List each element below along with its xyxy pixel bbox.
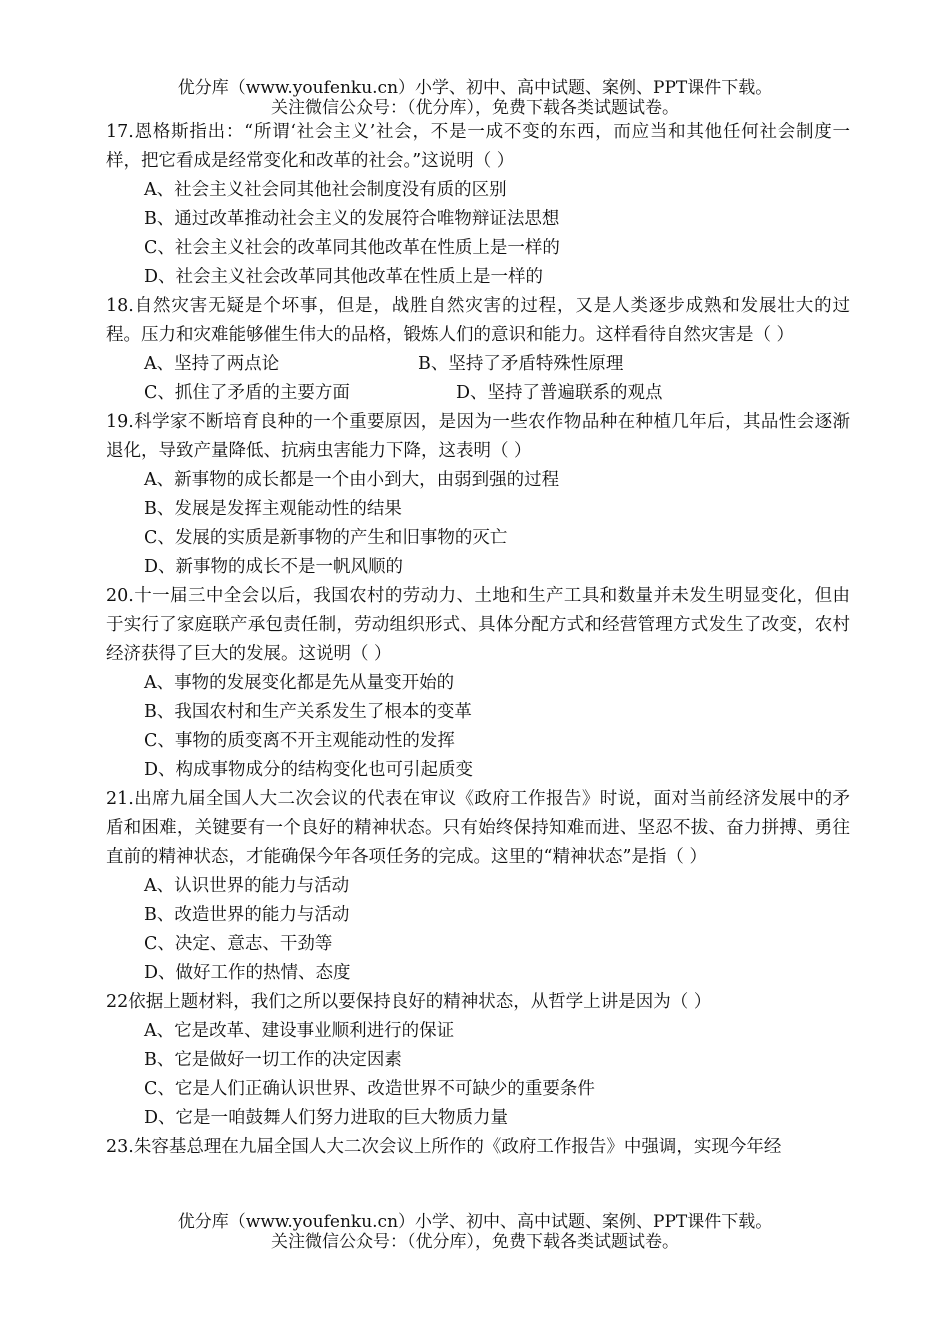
header-line-2: 关注微信公众号：（优分库），免费下载各类试题试卷。 — [271, 98, 679, 118]
option-d: D、新事物的成长不是一帆风顺的 — [144, 557, 404, 577]
option-c: C、发展的实质是新事物的产生和旧事物的灭亡 — [144, 528, 508, 548]
option-a: A、认识世界的能力与活动 — [144, 876, 350, 896]
footer-line-2: 关注微信公众号：（优分库），免费下载各类试题试卷。 — [271, 1232, 679, 1252]
question-stem: 23.朱容基总理在九届全国人大二次会议上所作的《政府工作报告》中强调，实现今年经 — [106, 1137, 782, 1157]
option-a: A、事物的发展变化都是先从量变开始的 — [144, 673, 455, 693]
page-footer — [0, 1212, 950, 1252]
question-17 — [106, 118, 850, 292]
option-b: B、我国农村和生产关系发生了根本的变革 — [144, 702, 472, 722]
question-19 — [106, 408, 850, 582]
option-c: C、事物的质变离不开主观能动性的发挥 — [144, 731, 455, 751]
question-20 — [106, 582, 850, 785]
option-row-ab — [144, 350, 850, 379]
option-d: D、做好工作的热情、态度 — [144, 963, 351, 983]
question-18 — [106, 292, 850, 408]
option-d: D、构成事物成分的结构变化也可引起质变 — [144, 760, 474, 780]
option-a: A、坚持了两点论 — [144, 354, 280, 374]
question-21 — [106, 785, 850, 988]
question-stem: 21.出席九届全国人大二次会议的代表在审议《政府工作报告》时说，面对当前经济发展中的矛盾和困难，关键要有一个良好的精神状态。只有始终保持知难而进、坚忍不拔、奋力拼搏、勇往直前的精神状态，才能确保今年各项任务的完成。这里的“精神状态”是指（ ） — [106, 789, 850, 867]
option-c: C、决定、意志、干劲等 — [144, 934, 333, 954]
option-a: A、新事物的成长都是一个由小到大，由弱到强的过程 — [144, 470, 560, 490]
option-c: C、它是人们正确认识世界、改造世界不可缺少的重要条件 — [144, 1079, 595, 1099]
option-d: D、它是一咱鼓舞人们努力进取的巨大物质力量 — [144, 1108, 509, 1128]
option-b: B、坚持了矛盾特殊性原理 — [418, 354, 624, 374]
option-c: C、社会主义社会的改革同其他改革在性质上是一样的 — [144, 238, 560, 258]
option-row-cd — [144, 379, 850, 408]
option-c: C、抓住了矛盾的主要方面 — [144, 383, 350, 403]
option-b: B、通过改革推动社会主义的发展符合唯物辩证法思想 — [144, 209, 560, 229]
page-header — [0, 78, 950, 118]
question-stem: 19.科学家不断培育良种的一个重要原因，是因为一些农作物品种在种植几年后，其品性会逐渐退化，导致产量降低、抗病虫害能力下降，这表明（ ） — [106, 412, 850, 461]
question-22 — [106, 988, 850, 1133]
option-a: A、社会主义社会同其他社会制度没有质的区别 — [144, 180, 507, 200]
footer-line-1: 优分库（www.youfenku.cn）小学、初中、高中试题、案例、PPT课件下载。 — [177, 1212, 773, 1232]
option-d: D、坚持了普遍联系的观点 — [456, 383, 663, 403]
question-list — [106, 118, 850, 1162]
option-a: A、它是改革、建设事业顺利进行的保证 — [144, 1021, 455, 1041]
question-stem: 18.自然灾害无疑是个坏事，但是，战胜自然灾害的过程，又是人类逐步成熟和发展壮大的过程。压力和灾难能够催生伟大的品格，锻炼人们的意识和能力。这样看待自然灾害是（ ） — [106, 296, 850, 345]
option-b: B、改造世界的能力与活动 — [144, 905, 350, 925]
question-stem: 17.恩格斯指出：“所谓‘社会主义’社会，不是一成不变的东西，而应当和其他任何社会制度一样，把它看成是经常变化和改革的社会。”这说明（ ） — [106, 122, 850, 171]
option-b: B、它是做好一切工作的决定因素 — [144, 1050, 402, 1070]
question-stem: 20.十一届三中全会以后，我国农村的劳动力、土地和生产工具和数量并未发生明显变化，但由于实行了家庭联产承包责任制，劳动组织形式、具体分配方式和经营管理方式发生了改变，农村经济获得了巨大的发展。这说明（ ） — [106, 586, 850, 664]
header-line-1: 优分库（www.youfenku.cn）小学、初中、高中试题、案例、PPT课件下载。 — [177, 78, 773, 98]
option-d: D、社会主义社会改革同其他改革在性质上是一样的 — [144, 267, 544, 287]
option-b: B、发展是发挥主观能动性的结果 — [144, 499, 402, 519]
question-23 — [106, 1133, 850, 1162]
question-stem: 22依据上题材料，我们之所以要保持良好的精神状态，从哲学上讲是因为（ ） — [106, 992, 712, 1012]
